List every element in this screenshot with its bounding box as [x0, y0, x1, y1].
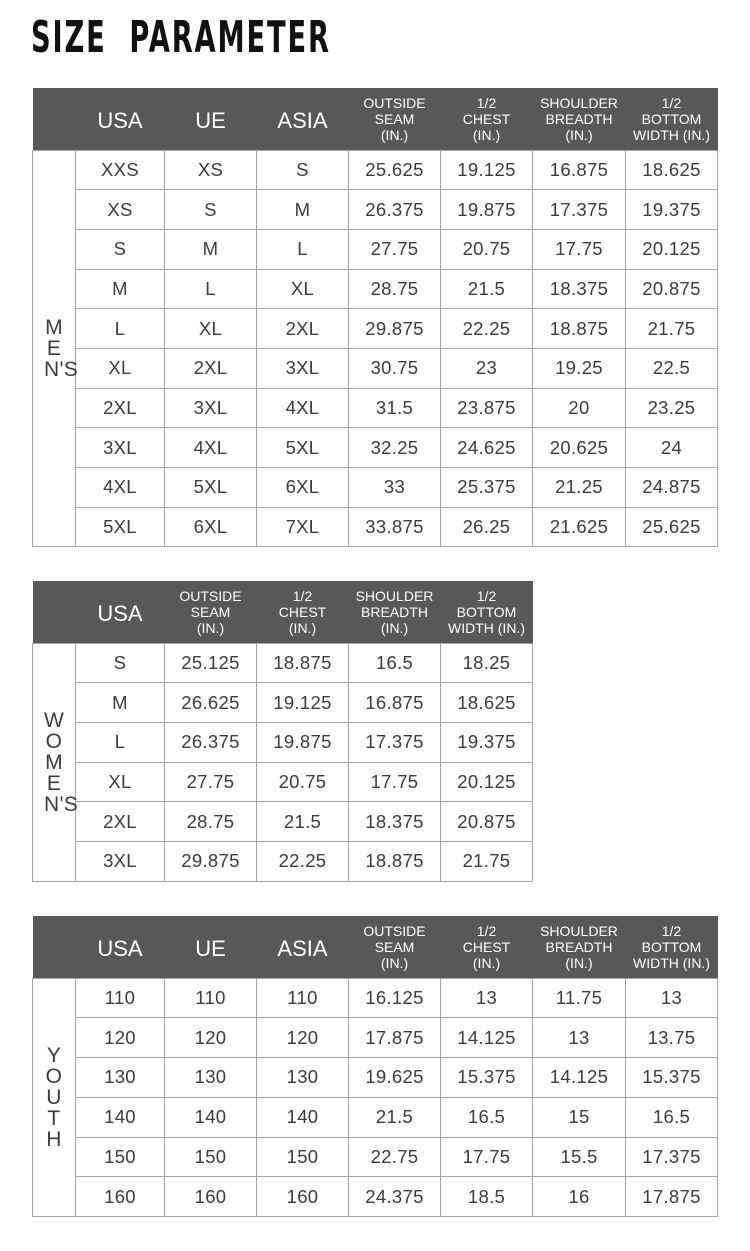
table-cell: 25.625: [626, 507, 718, 547]
table-cell: M: [257, 190, 349, 230]
table-cell: 21.75: [441, 841, 533, 881]
table-cell: S: [76, 229, 165, 269]
table-row: [33, 507, 718, 547]
table-cell: 19.375: [441, 722, 533, 762]
table-cell: 19.125: [257, 683, 349, 723]
column-header: [626, 88, 718, 150]
table-cell: 11.75: [533, 978, 626, 1018]
table-cell: 24.625: [441, 428, 533, 468]
table-cell: 3XL: [76, 841, 165, 881]
mens-size-table: [32, 88, 718, 547]
table-cell: 6XL: [257, 468, 349, 508]
table-cell: 160: [76, 1177, 165, 1217]
table-cell: 15.5: [533, 1137, 626, 1177]
table-cell: 18.875: [533, 309, 626, 349]
table-cell: 3XL: [165, 388, 257, 428]
table-cell: 13: [626, 978, 718, 1018]
header-corner: [33, 916, 76, 978]
table-cell: 17.75: [533, 229, 626, 269]
table-row: [33, 683, 533, 723]
column-header-line: SHOULDER: [540, 94, 618, 111]
column-header: [349, 916, 441, 978]
column-header-line: OUTSIDE: [179, 587, 242, 604]
table-cell: 31.5: [349, 388, 441, 428]
table-cell: 33.875: [349, 507, 441, 547]
column-header: [76, 581, 165, 643]
table-cell: 22.25: [257, 841, 349, 881]
table-cell: 2XL: [76, 802, 165, 842]
table-cell: L: [76, 309, 165, 349]
table-cell: 18.25: [441, 643, 533, 683]
table-row: [33, 1058, 718, 1098]
group-label: [33, 978, 76, 1217]
table-cell: 15.375: [626, 1058, 718, 1098]
table-cell: 23.25: [626, 388, 718, 428]
table-row: [33, 1177, 718, 1217]
table-cell: XL: [76, 348, 165, 388]
table-cell: 25.125: [165, 643, 257, 683]
table-row: [33, 348, 718, 388]
table-cell: 15: [533, 1097, 626, 1137]
table-cell: 110: [257, 978, 349, 1018]
table-cell: 19.25: [533, 348, 626, 388]
table-cell: 24: [626, 428, 718, 468]
table-cell: 20.875: [626, 269, 718, 309]
table-cell: 27.75: [165, 762, 257, 802]
column-header-line: BOTTOM: [456, 603, 517, 620]
column-header-line: BREADTH: [545, 110, 613, 127]
table-cell: 21.25: [533, 468, 626, 508]
table-cell: 16.5: [349, 643, 441, 683]
table-row: [33, 468, 718, 508]
table-cell: M: [165, 229, 257, 269]
header-row: [33, 916, 718, 978]
table-cell: 130: [165, 1058, 257, 1098]
table-cell: 13: [533, 1018, 626, 1058]
column-header: [626, 916, 718, 978]
table-cell: 5XL: [165, 468, 257, 508]
table-cell: 24.875: [626, 468, 718, 508]
table-cell: 2XL: [257, 309, 349, 349]
page-title: SIZE PARAMETER: [31, 12, 331, 63]
column-header-line: USA: [97, 935, 143, 961]
column-header: [441, 581, 533, 643]
column-header: [533, 916, 626, 978]
table-cell: 17.875: [349, 1018, 441, 1058]
table-cell: 33: [349, 468, 441, 508]
table-cell: 18.375: [349, 802, 441, 842]
table-cell: 18.375: [533, 269, 626, 309]
table-cell: 18.875: [257, 643, 349, 683]
table-cell: 14.125: [441, 1018, 533, 1058]
table-cell: 17.75: [441, 1137, 533, 1177]
table-cell: XL: [165, 309, 257, 349]
table-cell: 22.5: [626, 348, 718, 388]
table-cell: 2XL: [165, 348, 257, 388]
table-row: [33, 1097, 718, 1137]
column-header-line: CHEST: [462, 938, 511, 955]
table-cell: 140: [76, 1097, 165, 1137]
table-cell: 17.375: [533, 190, 626, 230]
table-cell: 20: [533, 388, 626, 428]
column-header-line: 1/2: [476, 922, 497, 939]
table-cell: 6XL: [165, 507, 257, 547]
column-header-line: WIDTH (IN.): [633, 126, 710, 143]
column-header-line: (IN.): [380, 126, 409, 143]
table-cell: XL: [76, 762, 165, 802]
column-header: [165, 88, 257, 150]
table-cell: 22.25: [441, 309, 533, 349]
table-cell: L: [76, 722, 165, 762]
column-header: [441, 88, 533, 150]
table-cell: 140: [165, 1097, 257, 1137]
table-cell: 20.75: [257, 762, 349, 802]
column-header-line: (IN.): [380, 619, 409, 636]
table-cell: 20.125: [441, 762, 533, 802]
table-row: [33, 190, 718, 230]
table-cell: 17.375: [626, 1137, 718, 1177]
column-header-line: 1/2: [476, 94, 497, 111]
column-header-line: CHEST: [278, 603, 327, 620]
table-cell: 25.375: [441, 468, 533, 508]
table-cell: 26.25: [441, 507, 533, 547]
table-cell: 27.75: [349, 229, 441, 269]
column-header: [349, 581, 441, 643]
column-header-line: WIDTH (IN.): [448, 619, 525, 636]
table-cell: 30.75: [349, 348, 441, 388]
table-cell: 14.125: [533, 1058, 626, 1098]
table-cell: 16: [533, 1177, 626, 1217]
column-header-line: (IN.): [196, 619, 225, 636]
table-cell: 130: [257, 1058, 349, 1098]
table-cell: S: [165, 190, 257, 230]
column-header-line: OUTSIDE: [363, 94, 426, 111]
table-row: [33, 309, 718, 349]
table-cell: 5XL: [257, 428, 349, 468]
column-header-line: BREADTH: [361, 603, 428, 620]
table-row: [33, 428, 718, 468]
table-cell: 3XL: [76, 428, 165, 468]
table-cell: 120: [257, 1018, 349, 1058]
column-header-line: USA: [97, 600, 143, 626]
table-cell: 150: [257, 1137, 349, 1177]
table-cell: L: [257, 229, 349, 269]
table-cell: 150: [165, 1137, 257, 1177]
table-cell: 13: [441, 978, 533, 1018]
table-cell: 160: [165, 1177, 257, 1217]
table-cell: 21.5: [349, 1097, 441, 1137]
table-cell: 19.375: [626, 190, 718, 230]
table-row: [33, 269, 718, 309]
table-cell: 16.875: [349, 683, 441, 723]
table-row: [33, 841, 533, 881]
column-header: [441, 916, 533, 978]
womens-size-table: [32, 581, 533, 882]
table-cell: XXS: [76, 150, 165, 190]
table-cell: 28.75: [349, 269, 441, 309]
column-header-line: ASIA: [277, 107, 328, 133]
group-label: [33, 643, 79, 881]
table-cell: S: [257, 150, 349, 190]
table-cell: 23: [441, 348, 533, 388]
table-cell: 16.875: [533, 150, 626, 190]
header-corner: [33, 581, 76, 643]
table-row: [33, 1137, 718, 1177]
table-cell: 18.625: [441, 683, 533, 723]
column-header-line: SHOULDER: [540, 922, 618, 939]
table-row: [33, 229, 718, 269]
header-corner: [33, 88, 76, 150]
column-header-line: UE: [195, 107, 226, 133]
table-row: [33, 802, 533, 842]
table-cell: 25.625: [349, 150, 441, 190]
table-cell: L: [165, 269, 257, 309]
table-cell: 4XL: [76, 468, 165, 508]
table-row: [33, 150, 718, 190]
column-header: [165, 916, 257, 978]
column-header-line: UE: [195, 935, 226, 961]
table-cell: XL: [257, 269, 349, 309]
column-header-line: (IN.): [565, 126, 593, 143]
table-cell: 18.5: [441, 1177, 533, 1217]
table-row: [33, 722, 533, 762]
table-cell: XS: [76, 190, 165, 230]
youth-size-table: [32, 916, 718, 1217]
table-cell: 7XL: [257, 507, 349, 547]
table-row: [33, 978, 718, 1018]
column-header-line: CHEST: [462, 110, 511, 127]
table-cell: 20.875: [441, 802, 533, 842]
column-header-line: 1/2: [476, 587, 497, 604]
column-header-line: (IN.): [472, 126, 501, 143]
table-cell: 26.375: [165, 722, 257, 762]
table-cell: S: [76, 643, 165, 683]
table-cell: 17.375: [349, 722, 441, 762]
table-cell: 24.375: [349, 1177, 441, 1217]
table-cell: 20.75: [441, 229, 533, 269]
table-cell: 19.875: [441, 190, 533, 230]
column-header-line: (IN.): [380, 954, 409, 971]
group-label-text: MEN'S: [44, 315, 79, 381]
table-cell: 160: [257, 1177, 349, 1217]
column-header: [533, 88, 626, 150]
table-cell: 21.625: [533, 507, 626, 547]
table-row: [33, 388, 718, 428]
table-cell: 3XL: [257, 348, 349, 388]
column-header-line: WIDTH (IN.): [633, 954, 710, 971]
column-header-line: (IN.): [472, 954, 501, 971]
table-cell: 26.375: [349, 190, 441, 230]
table-cell: 29.875: [165, 841, 257, 881]
table-cell: 4XL: [257, 388, 349, 428]
table-cell: 13.75: [626, 1018, 718, 1058]
table-cell: 110: [76, 978, 165, 1018]
table-cell: 22.75: [349, 1137, 441, 1177]
column-header: [76, 88, 165, 150]
table-cell: M: [76, 269, 165, 309]
table-cell: 17.875: [626, 1177, 718, 1217]
column-header-line: 1/2: [292, 587, 313, 604]
column-header-line: 1/2: [661, 922, 682, 939]
table-cell: 130: [76, 1058, 165, 1098]
table-row: [33, 643, 533, 683]
table-cell: 150: [76, 1137, 165, 1177]
column-header-line: BREADTH: [545, 938, 613, 955]
table-cell: 29.875: [349, 309, 441, 349]
group-label-text: YOUTH: [45, 1043, 63, 1151]
column-header: [257, 581, 349, 643]
table-cell: M: [76, 683, 165, 723]
table-cell: 5XL: [76, 507, 165, 547]
header-row: [33, 88, 718, 150]
table-cell: 120: [165, 1018, 257, 1058]
group-label-text: WOMEN'S: [44, 708, 79, 816]
table-cell: 20.125: [626, 229, 718, 269]
column-header: [257, 916, 349, 978]
column-header-line: (IN.): [565, 954, 593, 971]
table-cell: 21.75: [626, 309, 718, 349]
table-cell: 140: [257, 1097, 349, 1137]
table-cell: 16.5: [441, 1097, 533, 1137]
column-header-line: OUTSIDE: [363, 922, 426, 939]
column-header: [257, 88, 349, 150]
column-header-line: USA: [97, 107, 143, 133]
column-header: [349, 88, 441, 150]
table-cell: 110: [165, 978, 257, 1018]
table-cell: 23.875: [441, 388, 533, 428]
table-cell: 21.5: [441, 269, 533, 309]
table-cell: 19.125: [441, 150, 533, 190]
table-cell: 21.5: [257, 802, 349, 842]
column-header-line: 1/2: [661, 94, 682, 111]
table-cell: 15.375: [441, 1058, 533, 1098]
column-header-line: SEAM: [374, 110, 415, 127]
column-header-line: BOTTOM: [641, 110, 702, 127]
table-row: [33, 1018, 718, 1058]
table-cell: 18.625: [626, 150, 718, 190]
table-cell: 4XL: [165, 428, 257, 468]
table-cell: XS: [165, 150, 257, 190]
column-header: [76, 916, 165, 978]
table-cell: 17.75: [349, 762, 441, 802]
column-header-line: (IN.): [288, 619, 317, 636]
table-cell: 2XL: [76, 388, 165, 428]
table-cell: 18.875: [349, 841, 441, 881]
table-cell: 19.875: [257, 722, 349, 762]
group-label: [33, 150, 79, 547]
table-row: [33, 762, 533, 802]
table-cell: 16.5: [626, 1097, 718, 1137]
table-cell: 20.625: [533, 428, 626, 468]
header-row: [33, 581, 533, 643]
table-cell: 26.625: [165, 683, 257, 723]
table-cell: 19.625: [349, 1058, 441, 1098]
column-header: [165, 581, 257, 643]
table-cell: 16.125: [349, 978, 441, 1018]
column-header-line: SEAM: [374, 938, 415, 955]
column-header-line: SEAM: [190, 603, 231, 620]
column-header-line: SHOULDER: [355, 587, 434, 604]
column-header-line: ASIA: [277, 935, 328, 961]
table-cell: 120: [76, 1018, 165, 1058]
table-cell: 28.75: [165, 802, 257, 842]
column-header-line: BOTTOM: [641, 938, 702, 955]
table-cell: 32.25: [349, 428, 441, 468]
